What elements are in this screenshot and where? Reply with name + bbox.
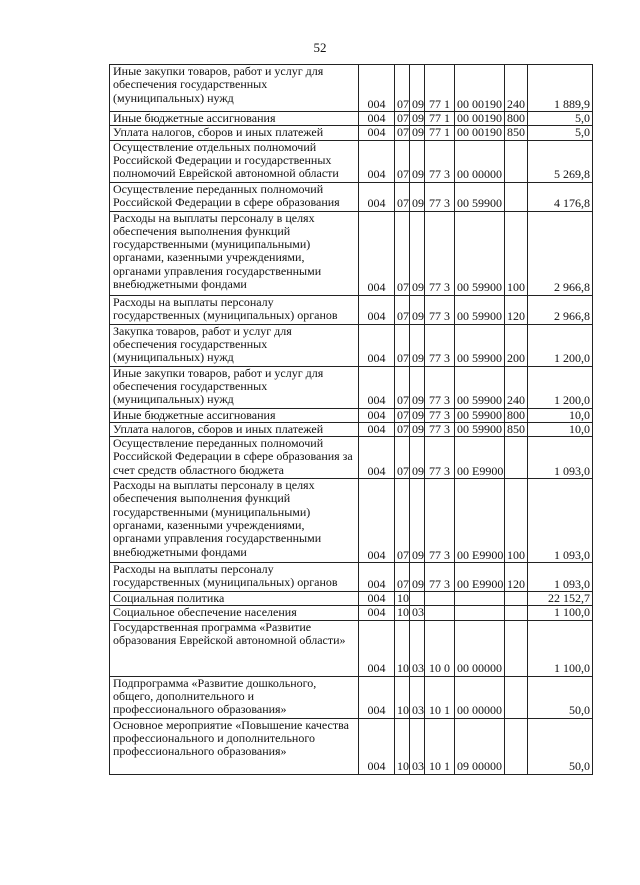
program-code: 77 1 [425, 126, 455, 140]
section-code: 07 [395, 211, 410, 295]
amount: 1 093,0 [528, 563, 593, 592]
row-name: Расходы на выплаты персоналу государственных (муниципальных) органов [110, 563, 359, 592]
expense-type [505, 676, 528, 718]
section-code: 10 [395, 592, 410, 606]
subsection-code [410, 592, 425, 606]
subsection-code: 09 [410, 112, 425, 126]
table-row [110, 592, 593, 606]
ministry-code: 004 [359, 366, 395, 408]
expense-type: 240 [505, 65, 528, 112]
table-row [110, 182, 593, 211]
table-row [110, 211, 593, 295]
table-row [110, 620, 593, 676]
amount: 22 152,7 [528, 592, 593, 606]
ministry-code: 004 [359, 437, 395, 479]
table-row [110, 606, 593, 620]
ministry-code: 004 [359, 718, 395, 774]
table-row [110, 324, 593, 366]
program-code: 77 3 [425, 479, 455, 563]
section-code: 10 [395, 606, 410, 620]
subsection-code: 09 [410, 408, 425, 422]
expense-type: 200 [505, 324, 528, 366]
amount: 5 269,8 [528, 140, 593, 182]
ministry-code: 004 [359, 211, 395, 295]
ministry-code: 004 [359, 408, 395, 422]
expense-code: 00 59900 [455, 422, 505, 436]
program-code [425, 606, 455, 620]
subsection-code: 03 [410, 606, 425, 620]
program-code [425, 592, 455, 606]
expense-type: 100 [505, 211, 528, 295]
amount: 10,0 [528, 422, 593, 436]
program-code: 10 0 [425, 620, 455, 676]
subsection-code: 09 [410, 422, 425, 436]
table-row [110, 676, 593, 718]
subsection-code: 03 [410, 676, 425, 718]
row-name: Государственная программа «Развитие образования Еврейской автономной области» [110, 620, 359, 676]
program-code: 10 1 [425, 676, 455, 718]
expense-type: 120 [505, 295, 528, 324]
expense-type [505, 437, 528, 479]
ministry-code: 004 [359, 479, 395, 563]
expense-type [505, 182, 528, 211]
table-row [110, 408, 593, 422]
amount: 5,0 [528, 112, 593, 126]
expense-code: 00 00190 [455, 112, 505, 126]
program-code: 77 1 [425, 65, 455, 112]
subsection-code: 09 [410, 479, 425, 563]
ministry-code: 004 [359, 620, 395, 676]
expense-type: 800 [505, 112, 528, 126]
amount: 1 100,0 [528, 620, 593, 676]
ministry-code: 004 [359, 182, 395, 211]
page-number: 52 [313, 40, 327, 55]
amount: 2 966,8 [528, 211, 593, 295]
subsection-code: 03 [410, 718, 425, 774]
expense-code: 09 00000 [455, 718, 505, 774]
expense-code: 00 59900 [455, 324, 505, 366]
table-row [110, 718, 593, 774]
row-name: Осуществление отдельных полномочий Российской Федерации и государственных полномочий Еврейской автономной области [110, 140, 359, 182]
ministry-code: 004 [359, 422, 395, 436]
expense-type: 850 [505, 422, 528, 436]
section-code: 07 [395, 437, 410, 479]
ministry-code: 004 [359, 112, 395, 126]
section-code: 07 [395, 366, 410, 408]
expense-code [455, 606, 505, 620]
section-code: 07 [395, 65, 410, 112]
subsection-code: 09 [410, 140, 425, 182]
table-body [110, 65, 593, 775]
program-code: 77 3 [425, 563, 455, 592]
expense-type [505, 718, 528, 774]
expense-code: 00 00190 [455, 65, 505, 112]
row-name: Иные закупки товаров, работ и услуг для обеспечения государственных (муниципальных) нужд [110, 366, 359, 408]
section-code: 07 [395, 182, 410, 211]
amount: 1 093,0 [528, 437, 593, 479]
table-row [110, 422, 593, 436]
section-code: 07 [395, 112, 410, 126]
row-name: Иные бюджетные ассигнования [110, 112, 359, 126]
subsection-code: 09 [410, 295, 425, 324]
amount: 1 200,0 [528, 366, 593, 408]
subsection-code: 09 [410, 65, 425, 112]
program-code: 77 3 [425, 140, 455, 182]
section-code: 10 [395, 620, 410, 676]
row-name: Иные бюджетные ассигнования [110, 408, 359, 422]
table-row [110, 479, 593, 563]
section-code: 07 [395, 126, 410, 140]
subsection-code: 09 [410, 437, 425, 479]
expense-code [455, 592, 505, 606]
ministry-code: 004 [359, 676, 395, 718]
subsection-code: 09 [410, 324, 425, 366]
expense-type: 100 [505, 479, 528, 563]
expense-code: 00 59900 [455, 366, 505, 408]
expense-type: 850 [505, 126, 528, 140]
table-row [110, 112, 593, 126]
expense-code: 00 Е9900 [455, 563, 505, 592]
program-code: 77 3 [425, 437, 455, 479]
row-name: Социальная политика [110, 592, 359, 606]
amount: 50,0 [528, 718, 593, 774]
row-name: Подпрограмма «Развитие дошкольного, общего, дополнительного и профессионального образования» [110, 676, 359, 718]
program-code: 77 3 [425, 366, 455, 408]
table-row [110, 65, 593, 112]
program-code: 77 3 [425, 422, 455, 436]
row-name: Иные закупки товаров, работ и услуг для обеспечения государственных (муниципальных) нужд [110, 65, 359, 112]
expense-code: 00 00000 [455, 676, 505, 718]
section-code: 10 [395, 676, 410, 718]
expense-type [505, 606, 528, 620]
section-code: 07 [395, 295, 410, 324]
expense-type [505, 592, 528, 606]
row-name: Уплата налогов, сборов и иных платежей [110, 422, 359, 436]
row-name: Расходы на выплаты персоналу государственных (муниципальных) органов [110, 295, 359, 324]
amount: 1 200,0 [528, 324, 593, 366]
amount: 2 966,8 [528, 295, 593, 324]
expense-type: 120 [505, 563, 528, 592]
expense-code: 00 59900 [455, 182, 505, 211]
section-code: 07 [395, 563, 410, 592]
row-name: Закупка товаров, работ и услуг для обеспечения государственных (муниципальных) нужд [110, 324, 359, 366]
section-code: 07 [395, 324, 410, 366]
row-name: Уплата налогов, сборов и иных платежей [110, 126, 359, 140]
section-code: 07 [395, 140, 410, 182]
program-code: 77 3 [425, 295, 455, 324]
subsection-code: 09 [410, 366, 425, 408]
amount: 4 176,8 [528, 182, 593, 211]
expense-code: 00 00000 [455, 140, 505, 182]
ministry-code: 004 [359, 592, 395, 606]
row-name: Осуществление переданных полномочий Российской Федерации в сфере образования за счет средств областного бюджета [110, 437, 359, 479]
section-code: 07 [395, 422, 410, 436]
program-code: 77 3 [425, 408, 455, 422]
amount: 10,0 [528, 408, 593, 422]
expense-type: 800 [505, 408, 528, 422]
table-row [110, 126, 593, 140]
table-row [110, 295, 593, 324]
program-code: 77 3 [425, 182, 455, 211]
expense-type: 240 [505, 366, 528, 408]
program-code: 77 3 [425, 324, 455, 366]
expense-code: 00 00190 [455, 126, 505, 140]
table-row [110, 366, 593, 408]
ministry-code: 004 [359, 126, 395, 140]
ministry-code: 004 [359, 324, 395, 366]
expense-code: 00 59900 [455, 408, 505, 422]
section-code: 07 [395, 408, 410, 422]
subsection-code: 09 [410, 126, 425, 140]
amount: 50,0 [528, 676, 593, 718]
expense-code: 00 00000 [455, 620, 505, 676]
expense-code: 00 59900 [455, 295, 505, 324]
amount: 1 889,9 [528, 65, 593, 112]
ministry-code: 004 [359, 606, 395, 620]
section-code: 10 [395, 718, 410, 774]
ministry-code: 004 [359, 140, 395, 182]
program-code: 77 3 [425, 211, 455, 295]
table-row [110, 140, 593, 182]
amount: 1 100,0 [528, 606, 593, 620]
subsection-code: 09 [410, 563, 425, 592]
table-row [110, 563, 593, 592]
expense-code: 00 Е9900 [455, 437, 505, 479]
expense-type [505, 140, 528, 182]
program-code: 77 1 [425, 112, 455, 126]
program-code: 10 1 [425, 718, 455, 774]
ministry-code: 004 [359, 563, 395, 592]
subsection-code: 09 [410, 182, 425, 211]
expense-code: 00 Е9900 [455, 479, 505, 563]
ministry-code: 004 [359, 295, 395, 324]
ministry-code: 004 [359, 65, 395, 112]
row-name: Расходы на выплаты персоналу в целях обеспечения выполнения функций государственными (муниципальными) органами, казенными учреждениями, органами управления государственными внебюджетными фондами [110, 211, 359, 295]
row-name: Осуществление переданных полномочий Российской Федерации в сфере образования [110, 182, 359, 211]
budget-table [109, 64, 593, 775]
table-row [110, 437, 593, 479]
expense-code: 00 59900 [455, 211, 505, 295]
subsection-code: 09 [410, 211, 425, 295]
row-name: Социальное обеспечение населения [110, 606, 359, 620]
amount: 1 093,0 [528, 479, 593, 563]
row-name: Основное мероприятие «Повышение качества профессионального и дополнительного профессионального образования» [110, 718, 359, 774]
amount: 5,0 [528, 126, 593, 140]
expense-type [505, 620, 528, 676]
subsection-code: 03 [410, 620, 425, 676]
section-code: 07 [395, 479, 410, 563]
row-name: Расходы на выплаты персоналу в целях обеспечения выполнения функций государственными (муниципальными) органами, казенными учреждениями, органами управления государственными внебюджетными фондами [110, 479, 359, 563]
